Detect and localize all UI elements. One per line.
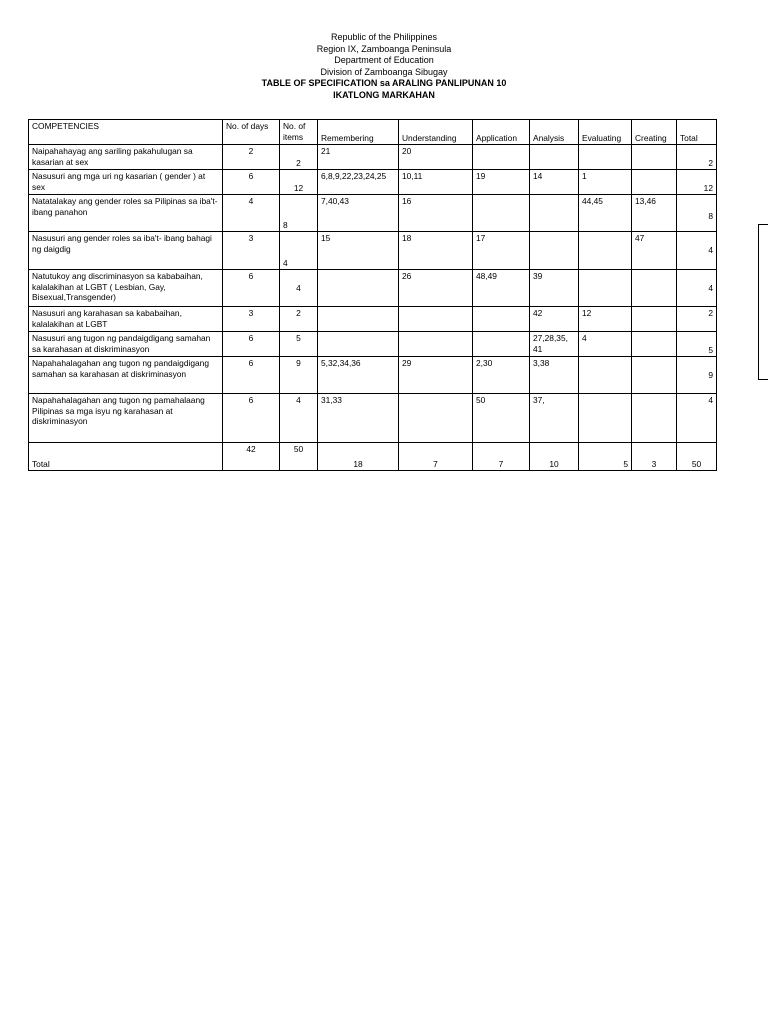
creating-cell bbox=[632, 357, 677, 394]
competency-cell: Natatalakay ang gender roles sa Pilipinas sa iba't-ibang panahon bbox=[29, 195, 223, 232]
header-line-department: Department of Education bbox=[334, 55, 434, 65]
col-header-days: No. of days bbox=[223, 120, 280, 145]
total-grand-cell: 50 bbox=[677, 443, 717, 471]
items-cell: 5 bbox=[280, 332, 318, 357]
understanding-cell bbox=[399, 332, 473, 357]
days-cell: 4 bbox=[223, 195, 280, 232]
table-row bbox=[29, 170, 717, 195]
remembering-cell: 7,40,43 bbox=[318, 195, 399, 232]
competency-cell: Nasusuri ang gender roles sa iba't- ibang bahagi ng daigdig bbox=[29, 232, 223, 270]
understanding-cell bbox=[399, 307, 473, 332]
total-cell: 12 bbox=[677, 170, 717, 195]
application-cell: 48,49 bbox=[473, 270, 530, 307]
analysis-cell: 14 bbox=[530, 170, 579, 195]
items-cell: 2 bbox=[280, 307, 318, 332]
total-cell: 4 bbox=[677, 394, 717, 443]
application-cell: 17 bbox=[473, 232, 530, 270]
days-cell: 3 bbox=[223, 307, 280, 332]
total-evaluating-cell: 5 bbox=[579, 443, 632, 471]
creating-cell bbox=[632, 394, 677, 443]
total-understanding-cell: 7 bbox=[399, 443, 473, 471]
days-cell: 3 bbox=[223, 232, 280, 270]
competency-cell: Natutukoy ang discriminasyon sa kababaihan, kalalakihan at LGBT ( Lesbian, Gay, Bisexual,Transgender) bbox=[29, 270, 223, 307]
table-row bbox=[29, 145, 717, 170]
understanding-cell: 18 bbox=[399, 232, 473, 270]
evaluating-cell bbox=[579, 232, 632, 270]
total-label-cell: Total bbox=[29, 443, 223, 471]
application-cell: 2,30 bbox=[473, 357, 530, 394]
remembering-cell: 31,33 bbox=[318, 394, 399, 443]
total-cell: 4 bbox=[677, 232, 717, 270]
total-creating-cell: 3 bbox=[632, 443, 677, 471]
total-cell: 5 bbox=[677, 332, 717, 357]
understanding-cell: 26 bbox=[399, 270, 473, 307]
col-header-remembering: Remembering bbox=[318, 120, 399, 145]
evaluating-cell: 12 bbox=[579, 307, 632, 332]
days-cell: 6 bbox=[223, 394, 280, 443]
remembering-cell: 5,32,34,36 bbox=[318, 357, 399, 394]
competency-cell: Nasusuri ang mga uri ng kasarian ( gender ) at sex bbox=[29, 170, 223, 195]
table-row bbox=[29, 195, 717, 232]
days-cell: 6 bbox=[223, 357, 280, 394]
analysis-cell: 3,38 bbox=[530, 357, 579, 394]
remembering-cell: 15 bbox=[318, 232, 399, 270]
analysis-cell: 39 bbox=[530, 270, 579, 307]
application-cell bbox=[473, 195, 530, 232]
col-header-application: Application bbox=[473, 120, 530, 145]
evaluating-cell bbox=[579, 145, 632, 170]
col-header-understanding: Understanding bbox=[399, 120, 473, 145]
creating-cell bbox=[632, 307, 677, 332]
evaluating-cell: 1 bbox=[579, 170, 632, 195]
header-line-division: Division of Zamboanga Sibugay bbox=[320, 66, 448, 77]
total-row bbox=[29, 443, 717, 471]
analysis-cell: 42 bbox=[530, 307, 579, 332]
table-row bbox=[29, 307, 717, 332]
creating-cell bbox=[632, 270, 677, 307]
analysis-cell: 27,28,35, 41 bbox=[530, 332, 579, 357]
col-header-creating: Creating bbox=[632, 120, 677, 145]
understanding-cell: 29 bbox=[399, 357, 473, 394]
items-cell: 4 bbox=[280, 232, 318, 270]
items-cell: 12 bbox=[280, 170, 318, 195]
table-header-row bbox=[29, 120, 717, 145]
analysis-cell: 37, bbox=[530, 394, 579, 443]
header-line-republic: Republic of the Philippines bbox=[330, 32, 438, 42]
understanding-cell: 20 bbox=[399, 145, 473, 170]
days-cell: 6 bbox=[223, 170, 280, 195]
days-cell: 6 bbox=[223, 270, 280, 307]
remembering-cell: 6,8,9,22,23,24,25 bbox=[318, 170, 399, 195]
col-header-total: Total bbox=[677, 120, 717, 145]
total-application-cell: 7 bbox=[473, 443, 530, 471]
col-header-evaluating: Evaluating bbox=[579, 120, 632, 145]
evaluating-cell bbox=[579, 357, 632, 394]
evaluating-cell bbox=[579, 394, 632, 443]
competency-cell: Napahahalagahan ang tugon ng pamahalaang Pilipinas sa mga isyu ng karahasan at diskriminasyon bbox=[29, 394, 223, 443]
creating-cell: 13,46 bbox=[632, 195, 677, 232]
total-items-cell: 50 bbox=[280, 443, 318, 471]
table-row bbox=[29, 394, 717, 443]
items-cell: 4 bbox=[280, 394, 318, 443]
competency-cell: Nasusuri ang tugon ng pandaigdigang samahan sa karahasan at diskriminasyon bbox=[29, 332, 223, 357]
col-header-analysis: Analysis bbox=[530, 120, 579, 145]
items-cell: 2 bbox=[280, 145, 318, 170]
competency-cell: Naipahahayag ang sariling pakahulugan sa kasarian at sex bbox=[29, 145, 223, 170]
application-cell bbox=[473, 307, 530, 332]
competency-cell: Napahahalagahan ang tugon ng pandaigdigang samahan sa karahasan at diskriminasyon bbox=[29, 357, 223, 394]
table-of-specification bbox=[28, 119, 717, 471]
understanding-cell bbox=[399, 394, 473, 443]
evaluating-cell: 44,45 bbox=[579, 195, 632, 232]
remembering-cell bbox=[318, 307, 399, 332]
total-cell: 2 bbox=[677, 145, 717, 170]
creating-cell: 47 bbox=[632, 232, 677, 270]
table-row bbox=[29, 232, 717, 270]
remembering-cell: 21 bbox=[318, 145, 399, 170]
creating-cell bbox=[632, 170, 677, 195]
header-line-region: Region IX, Zamboanga Peninsula bbox=[316, 43, 452, 54]
table-row bbox=[29, 332, 717, 357]
total-cell: 9 bbox=[677, 357, 717, 394]
days-cell: 6 bbox=[223, 332, 280, 357]
analysis-cell bbox=[530, 232, 579, 270]
application-cell bbox=[473, 332, 530, 357]
analysis-cell bbox=[530, 145, 579, 170]
total-analysis-cell: 10 bbox=[530, 443, 579, 471]
table-row bbox=[29, 357, 717, 394]
table-row bbox=[29, 270, 717, 307]
days-cell: 2 bbox=[223, 145, 280, 170]
side-box-fragment bbox=[758, 224, 768, 380]
document-header bbox=[0, 32, 768, 101]
document-title: TABLE OF SPECIFICATION sa ARALING PANLIPUNAN 10 bbox=[261, 78, 507, 88]
application-cell bbox=[473, 145, 530, 170]
total-cell: 4 bbox=[677, 270, 717, 307]
understanding-cell: 10,11 bbox=[399, 170, 473, 195]
total-remembering-cell: 18 bbox=[318, 443, 399, 471]
items-cell: 8 bbox=[280, 195, 318, 232]
total-days-cell: 42 bbox=[223, 443, 280, 471]
total-cell: 8 bbox=[677, 195, 717, 232]
understanding-cell: 16 bbox=[399, 195, 473, 232]
remembering-cell bbox=[318, 332, 399, 357]
application-cell: 19 bbox=[473, 170, 530, 195]
evaluating-cell: 4 bbox=[579, 332, 632, 357]
items-cell: 4 bbox=[280, 270, 318, 307]
document-subtitle: IKATLONG MARKAHAN bbox=[333, 89, 435, 100]
creating-cell bbox=[632, 332, 677, 357]
remembering-cell bbox=[318, 270, 399, 307]
evaluating-cell bbox=[579, 270, 632, 307]
analysis-cell bbox=[530, 195, 579, 232]
competency-cell: Nasusuri ang karahasan sa kababaihan, kalalakihan at LGBT bbox=[29, 307, 223, 332]
total-cell: 2 bbox=[677, 307, 717, 332]
application-cell: 50 bbox=[473, 394, 530, 443]
col-header-items: No. of items bbox=[280, 120, 318, 145]
items-cell: 9 bbox=[280, 357, 318, 394]
col-header-competencies: COMPETENCIES bbox=[29, 120, 223, 145]
creating-cell bbox=[632, 145, 677, 170]
